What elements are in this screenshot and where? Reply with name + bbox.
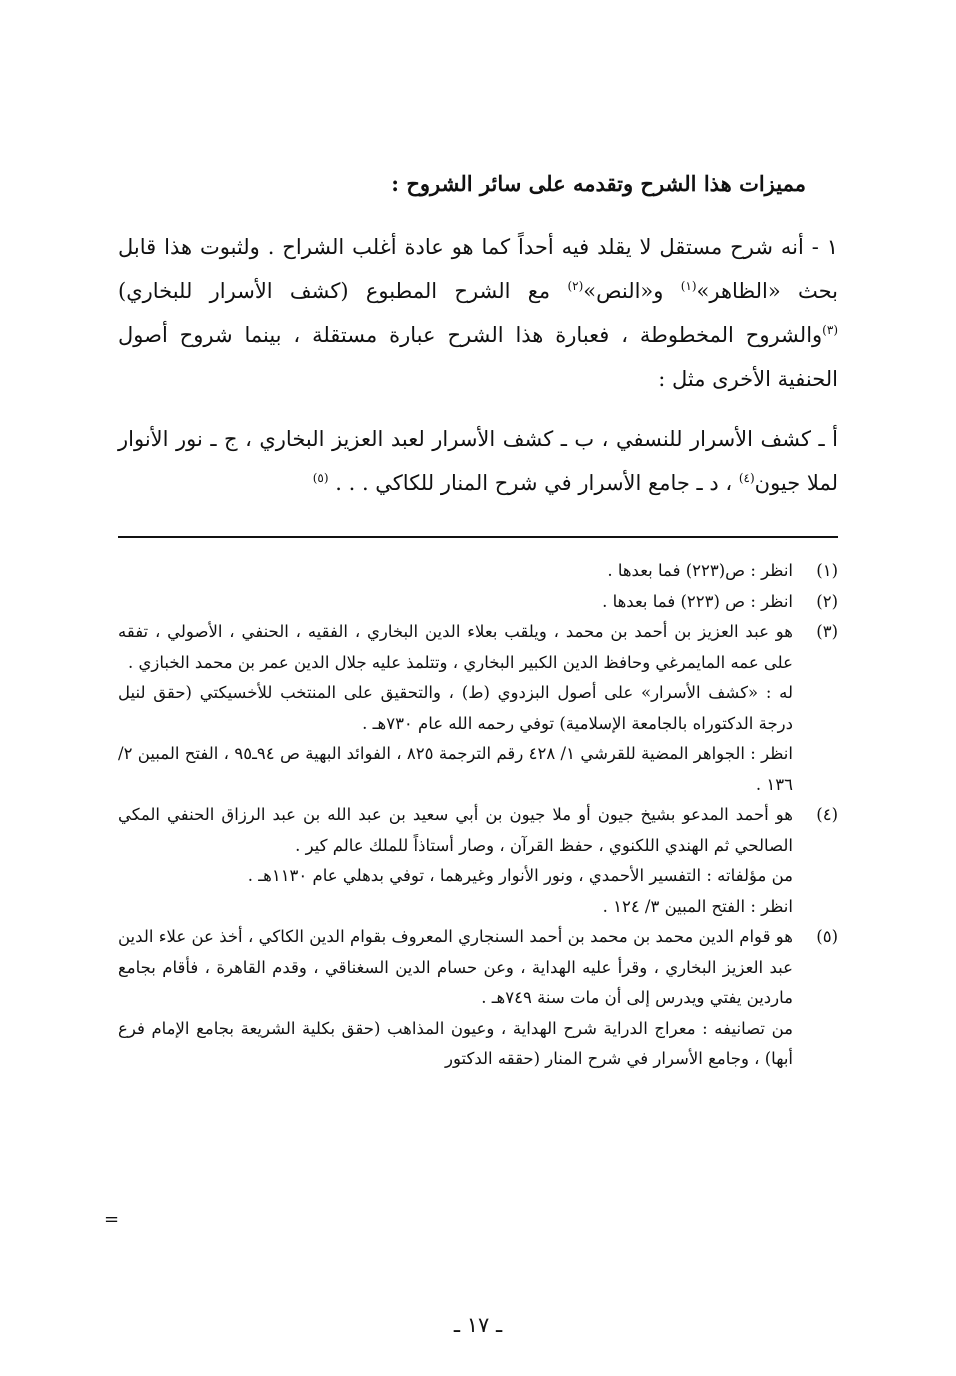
footnote-ref-2: (٢) [567, 279, 584, 293]
footnote-text: هو قوام الدين محمد بن محمد بن أحمد السنجاري المعروف بقوام الدين الكاكي ، أخذ عن علاء الدين عبد العزيز البخاري ، وقرأ عليه الهداية ، وعن حسام الدين السغناقي ، وقدم القاهرة ، فأقام بجامع ماردين يفتي ويدرس إلى أن مات سنة ٧٤٩هـ . [118, 927, 793, 1007]
page-number: ـ ١٧ ـ [453, 1313, 503, 1337]
footnote-text: انظر : ص (٢٢٣) فما بعدها . [602, 591, 793, 611]
footnote-number: (٣) [816, 622, 838, 641]
footnote-text: انظر : ص(٢٢٣) فما بعدها . [607, 561, 793, 580]
paragraph-second-text-b: ، د ـ جامع الأسرار في شرح المنار للكاكي . . . [335, 471, 739, 495]
footnote-number: (١) [816, 561, 838, 580]
paragraph-first [118, 225, 838, 401]
footnote-5 [118, 922, 838, 1075]
footnote-separator [118, 536, 838, 538]
footnote-ref-5: (٥) [312, 471, 329, 485]
footnote-number: (٢) [816, 591, 838, 611]
main-text [118, 225, 838, 505]
footnotes-section [118, 556, 838, 1075]
paragraph-second [118, 417, 838, 505]
paragraph-first-text-c: مع الشرح المطبوع (كشف الأسرار للبخاري) [118, 279, 568, 303]
paragraph-first-text-b: و«النص» [583, 279, 681, 303]
footnote-ref-1: (١) [680, 279, 697, 293]
footnote-text: انظر : الجواهر المضية للقرشي ١/ ٤٢٨ رقم الترجمة ٨٢٥ ، الفوائد البهية ص ٩٤ـ٩٥ ، الفتح المبين ٢/ ١٣٦ . [118, 744, 793, 794]
footnote-text: انظر : الفتح المبين ٣/ ١٢٤ . [602, 896, 793, 916]
footnote-number: (٥) [816, 927, 838, 946]
footnote-1 [118, 556, 838, 587]
section-heading: مميزات هذا الشرح وتقدمه على سائر الشروح : [391, 171, 806, 196]
continuation-mark: = [104, 1209, 120, 1230]
footnote-text: له : «كشف الأسرار» على أصول البزدوي (ط) ، والتحقيق على المنتخب للأخسيكتي (حقق لنيل درجة الدكتوراه بالجامعة الإسلامية) توفي رحمه الله عام ٧٣٠هـ . [118, 683, 793, 733]
footnote-text: هو عبد العزيز بن أحمد بن محمد ، ويلقب بعلاء الدين البخاري ، الفقيه ، الحنفي ، الأصولي ، تفقه على عمه المايمرغي وحافظ الدين الكبير البخاري ، وتتلمذ عليه جلال الدين عمر بن محمد الخبازي . [118, 622, 793, 672]
footnote-3 [118, 617, 838, 800]
paragraph-second-text-a: أ ـ كشف الأسرار للنسفي ، ب ـ كشف الأسرار لعبد العزيز البخاري ، ج ـ نور الأنوار لملا جيون [118, 427, 838, 495]
footnote-text: من تصانيفه : معراج الدراية شرح الهداية ، وعيون المذاهب (حقق بكلية الشريعة بجامع الإمام فرع أبها) ، وجامع الأسرار في شرح المنار (حققه الدكتور [118, 1018, 793, 1068]
paragraph-first-text-a: ١ - أنه شرح مستقل لا يقلد فيه أحداً كما هو عادة أغلب الشراح . ولثبوت هذا قابل بحث «الظاهر» [118, 235, 839, 303]
footnote-ref-4: (٤) [738, 471, 755, 485]
footnote-2 [118, 587, 838, 618]
footnote-text: هو أحمد المدعو بشيخ جيون أو ملا جيون بن أبي سعيد بن عبد الله بن عبد الرزاق الحنفي المكي الصالحي ثم الهندي اللكنوي ، حفظ القرآن ، وصار أستاذاً للملك عالم كير . [118, 805, 793, 855]
paragraph-first-text-d: والشروح المخطوطة ، فعبارة هذا الشرح عبارة مستقلة ، بينما شروح أصول الحنفية الأخرى مثل : [118, 323, 838, 391]
footnote-number: (٤) [816, 805, 838, 824]
footnote-ref-3: (٣) [822, 323, 838, 337]
footnote-text: من مؤلفاته : التفسير الأحمدي ، ونور الأنوار وغيرهما ، توفي بدهلي عام ١١٣٠هـ . [247, 866, 793, 885]
footnote-4 [118, 800, 838, 922]
